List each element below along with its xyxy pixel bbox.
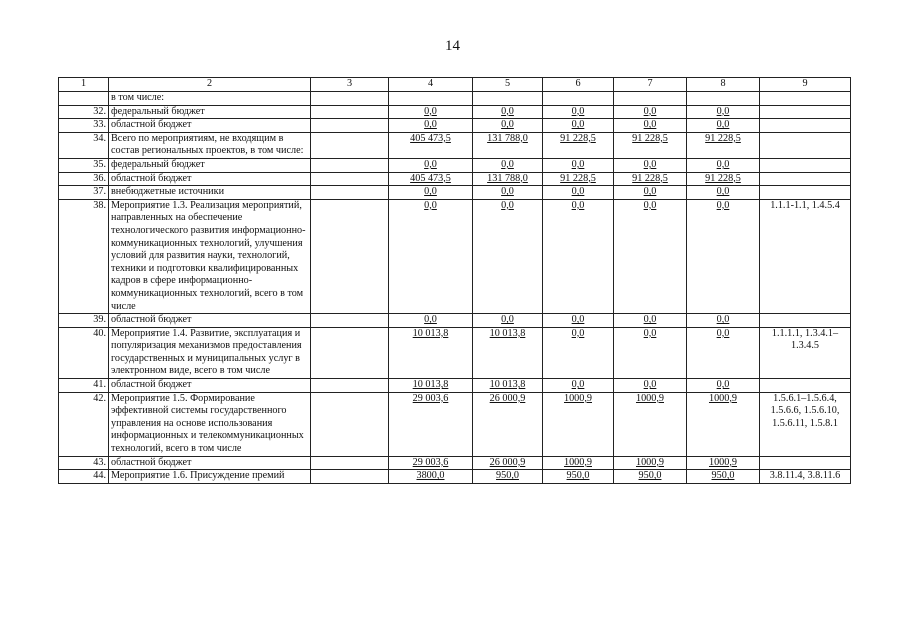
- cell-col-7: [614, 314, 687, 328]
- table-row: [59, 470, 851, 484]
- amount-value: 0,0: [424, 158, 437, 170]
- row-number: [59, 92, 109, 106]
- amount-value: 10 013,8: [412, 327, 449, 339]
- cell-col-6: [543, 172, 614, 186]
- cell-col-6: [543, 314, 614, 328]
- table-row: [59, 314, 851, 328]
- column-header: 9: [760, 78, 851, 92]
- indicator-codes: [760, 392, 851, 456]
- amount-value: 0,0: [716, 199, 730, 211]
- budget-table: [58, 77, 851, 484]
- cell-col-3: [311, 379, 389, 393]
- amount-value: 0,0: [643, 119, 657, 131]
- table-row: [59, 119, 851, 133]
- cell-col-7: [614, 379, 687, 393]
- amount-value: 0,0: [716, 327, 730, 339]
- amount-value: 0,0: [716, 314, 730, 326]
- amount-value: 0,0: [643, 199, 657, 211]
- cell-col-3: [311, 199, 389, 313]
- cell-col-4: [389, 456, 473, 470]
- row-number: 42.: [59, 392, 109, 456]
- cell-col-7: [614, 199, 687, 313]
- cell-col-8: [687, 92, 760, 106]
- row-name: федеральный бюджет: [109, 158, 311, 172]
- cell-col-4: [389, 158, 473, 172]
- amount-value: 0,0: [716, 186, 730, 198]
- amount-value: 0,0: [716, 158, 730, 170]
- row-number: 39.: [59, 314, 109, 328]
- cell-col-5: [473, 119, 543, 133]
- amount-value: 0,0: [424, 119, 437, 131]
- cell-col-3: [311, 158, 389, 172]
- cell-col-6: [543, 186, 614, 200]
- indicator-codes: [760, 119, 851, 133]
- row-number: 38.: [59, 199, 109, 313]
- amount-value: 1000,9: [563, 392, 592, 404]
- cell-col-3: [311, 186, 389, 200]
- cell-col-8: [687, 392, 760, 456]
- cell-col-8: [687, 470, 760, 484]
- cell-col-4: [389, 132, 473, 158]
- amount-value: 0,0: [643, 327, 657, 339]
- amount-value: 1000,9: [635, 456, 664, 468]
- row-name: внебюджетные источники: [109, 186, 311, 200]
- table-row: [59, 327, 851, 378]
- cell-col-8: [687, 199, 760, 313]
- cell-col-7: [614, 92, 687, 106]
- row-name: Мероприятие 1.4. Развитие, эксплуатация и популяризация механизмов предоставления государственных и муниципальных услуг в электронном виде, всего в том числе: [109, 327, 311, 378]
- table-row: [59, 172, 851, 186]
- row-number: 35.: [59, 158, 109, 172]
- cell-col-4: [389, 470, 473, 484]
- cell-col-3: [311, 92, 389, 106]
- cell-col-4: [389, 119, 473, 133]
- cell-col-8: [687, 314, 760, 328]
- cell-col-6: [543, 327, 614, 378]
- cell-col-7: [614, 158, 687, 172]
- row-name: областной бюджет: [109, 379, 311, 393]
- amount-value: 29 003,6: [412, 392, 449, 404]
- cell-col-6: [543, 456, 614, 470]
- cell-col-5: [473, 456, 543, 470]
- cell-col-5: [473, 314, 543, 328]
- row-name: Всего по мероприятиям, не входящим в состав региональных проектов, в том числе:: [109, 132, 311, 158]
- amount-value: 0,0: [501, 158, 514, 170]
- cell-col-8: [687, 132, 760, 158]
- cell-col-8: [687, 327, 760, 378]
- amount-value: 29 003,6: [412, 456, 449, 468]
- cell-col-6: [543, 199, 614, 313]
- column-header: 1: [59, 78, 109, 92]
- amount-value: 1000,9: [708, 392, 737, 404]
- amount-value: 0,0: [501, 105, 514, 117]
- cell-col-8: [687, 379, 760, 393]
- cell-col-4: [389, 392, 473, 456]
- amount-value: 0,0: [424, 199, 437, 211]
- amount-value: 0,0: [501, 314, 514, 326]
- amount-value: 131 788,0: [487, 132, 528, 144]
- indicator-codes: [760, 92, 851, 106]
- row-number: 40.: [59, 327, 109, 378]
- cell-col-5: [473, 186, 543, 200]
- amount-value: 405 473,5: [410, 172, 451, 184]
- indicator-codes-text: 3.8.11.4, 3.8.11.6: [769, 470, 841, 482]
- row-number: 43.: [59, 456, 109, 470]
- row-name: Мероприятие 1.3. Реализация мероприятий, направленных на обеспечение технологического развития информационно-коммуникационных технологий, улучшения условий для развития науки, технологий, техники и подготовки квалифицированных кадров в сфере информационно-коммуникационных технологий, всего в том числе: [109, 199, 311, 313]
- table-row: [59, 186, 851, 200]
- amount-value: 0,0: [571, 327, 585, 339]
- indicator-codes: [760, 105, 851, 119]
- amount-value: 0,0: [643, 314, 657, 326]
- cell-col-6: [543, 158, 614, 172]
- amount-value: 0,0: [571, 199, 585, 211]
- table-row: [59, 92, 851, 106]
- page-number: 14: [445, 38, 460, 54]
- amount-value: 1000,9: [708, 456, 737, 468]
- cell-col-6: [543, 132, 614, 158]
- row-name: областной бюджет: [109, 172, 311, 186]
- indicator-codes-text: 1.1.1-1.1, 1.4.5.4: [770, 199, 840, 211]
- column-header: 7: [614, 78, 687, 92]
- amount-value: 0,0: [571, 105, 585, 117]
- cell-col-7: [614, 105, 687, 119]
- amount-value: 26 000,9: [489, 456, 526, 468]
- cell-col-5: [473, 379, 543, 393]
- cell-col-7: [614, 186, 687, 200]
- table-row: [59, 132, 851, 158]
- table-row: [59, 158, 851, 172]
- cell-col-8: [687, 119, 760, 133]
- cell-col-4: [389, 186, 473, 200]
- cell-col-3: [311, 314, 389, 328]
- amount-value: 91 228,5: [632, 132, 668, 144]
- table-header-row: [59, 78, 851, 92]
- amount-value: 950,0: [566, 470, 590, 482]
- indicator-codes: [760, 186, 851, 200]
- indicator-codes-text: 1.5.6.1–1.5.6.4, 1.5.6.6, 1.5.6.10, 1.5.6.11, 1.5.8.1: [770, 392, 840, 429]
- cell-col-3: [311, 172, 389, 186]
- cell-col-7: [614, 172, 687, 186]
- cell-col-5: [473, 392, 543, 456]
- cell-col-7: [614, 392, 687, 456]
- cell-col-4: [389, 314, 473, 328]
- amount-value: 1000,9: [635, 392, 664, 404]
- amount-value: 0,0: [571, 314, 585, 326]
- table-row: [59, 379, 851, 393]
- cell-col-3: [311, 456, 389, 470]
- amount-value: 26 000,9: [489, 392, 526, 404]
- cell-col-8: [687, 105, 760, 119]
- cell-col-5: [473, 105, 543, 119]
- amount-value: 950,0: [496, 470, 519, 482]
- amount-value: 3800,0: [416, 470, 445, 482]
- cell-col-3: [311, 119, 389, 133]
- amount-value: 1000,9: [563, 456, 592, 468]
- amount-value: 0,0: [424, 314, 437, 326]
- amount-value: 0,0: [716, 105, 730, 117]
- row-number: 36.: [59, 172, 109, 186]
- indicator-codes: [760, 314, 851, 328]
- row-name: областной бюджет: [109, 456, 311, 470]
- amount-value: 91 228,5: [560, 172, 596, 184]
- amount-value: 950,0: [638, 470, 662, 482]
- amount-value: 91 228,5: [632, 172, 668, 184]
- cell-col-8: [687, 172, 760, 186]
- table-row: [59, 392, 851, 456]
- indicator-codes: [760, 199, 851, 313]
- amount-value: 0,0: [501, 186, 514, 198]
- indicator-codes: [760, 470, 851, 484]
- cell-col-5: [473, 92, 543, 106]
- amount-value: 131 788,0: [487, 172, 528, 184]
- cell-col-7: [614, 119, 687, 133]
- cell-col-5: [473, 158, 543, 172]
- row-name: в том числе:: [109, 92, 311, 106]
- cell-col-7: [614, 327, 687, 378]
- column-header: 6: [543, 78, 614, 92]
- column-header: 3: [311, 78, 389, 92]
- cell-col-4: [389, 172, 473, 186]
- cell-col-6: [543, 92, 614, 106]
- column-header: 5: [473, 78, 543, 92]
- cell-col-4: [389, 199, 473, 313]
- indicator-codes: [760, 327, 851, 378]
- amount-value: 0,0: [643, 379, 657, 391]
- amount-value: 10 013,8: [412, 379, 449, 391]
- row-number: 32.: [59, 105, 109, 119]
- indicator-codes: [760, 158, 851, 172]
- column-header: 2: [109, 78, 311, 92]
- indicator-codes: [760, 172, 851, 186]
- amount-value: 0,0: [643, 105, 657, 117]
- row-name: областной бюджет: [109, 119, 311, 133]
- row-name: Мероприятие 1.6. Присуждение премий: [109, 470, 311, 484]
- amount-value: 0,0: [716, 379, 730, 391]
- amount-value: 0,0: [571, 186, 585, 198]
- cell-col-6: [543, 392, 614, 456]
- cell-col-5: [473, 327, 543, 378]
- cell-col-8: [687, 158, 760, 172]
- cell-col-6: [543, 119, 614, 133]
- cell-col-5: [473, 199, 543, 313]
- cell-col-8: [687, 186, 760, 200]
- amount-value: 0,0: [571, 379, 585, 391]
- table-row: [59, 105, 851, 119]
- amount-value: 0,0: [643, 158, 657, 170]
- cell-col-3: [311, 105, 389, 119]
- column-header: 4: [389, 78, 473, 92]
- amount-value: 0,0: [571, 119, 585, 131]
- cell-col-8: [687, 456, 760, 470]
- amount-value: 91 228,5: [705, 172, 741, 184]
- cell-col-5: [473, 132, 543, 158]
- amount-value: 0,0: [643, 186, 657, 198]
- column-header: 8: [687, 78, 760, 92]
- table-row: [59, 456, 851, 470]
- cell-col-6: [543, 379, 614, 393]
- amount-value: 10 013,8: [489, 379, 526, 391]
- row-number: 34.: [59, 132, 109, 158]
- cell-col-3: [311, 132, 389, 158]
- indicator-codes: [760, 132, 851, 158]
- row-name: областной бюджет: [109, 314, 311, 328]
- cell-col-5: [473, 172, 543, 186]
- table-row: [59, 199, 851, 313]
- indicator-codes: [760, 456, 851, 470]
- cell-col-4: [389, 327, 473, 378]
- amount-value: 950,0: [711, 470, 735, 482]
- row-name: Мероприятие 1.5. Формирование эффективной системы государственного управления на основе использования информационных и телекоммуникационных технологий, всего в том числе: [109, 392, 311, 456]
- cell-col-3: [311, 327, 389, 378]
- row-number: 44.: [59, 470, 109, 484]
- cell-col-6: [543, 105, 614, 119]
- table-body: [59, 92, 851, 484]
- amount-value: 91 228,5: [560, 132, 596, 144]
- amount-value: 0,0: [716, 119, 730, 131]
- cell-col-4: [389, 105, 473, 119]
- cell-col-7: [614, 132, 687, 158]
- amount-value: 91 228,5: [705, 132, 741, 144]
- row-number: 33.: [59, 119, 109, 133]
- row-number: 41.: [59, 379, 109, 393]
- cell-col-7: [614, 456, 687, 470]
- cell-col-4: [389, 379, 473, 393]
- amount-value: 10 013,8: [489, 327, 526, 339]
- cell-col-7: [614, 470, 687, 484]
- row-name: федеральный бюджет: [109, 105, 311, 119]
- cell-col-3: [311, 392, 389, 456]
- amount-value: 0,0: [501, 119, 514, 131]
- indicator-codes-text: 1.1.1.1, 1.3.4.1–1.3.4.5: [771, 327, 839, 352]
- amount-value: 0,0: [571, 158, 585, 170]
- amount-value: 405 473,5: [410, 132, 451, 144]
- cell-col-6: [543, 470, 614, 484]
- amount-value: 0,0: [501, 199, 514, 211]
- cell-col-5: [473, 470, 543, 484]
- cell-col-4: [389, 92, 473, 106]
- amount-value: 0,0: [424, 186, 437, 198]
- cell-col-3: [311, 470, 389, 484]
- indicator-codes: [760, 379, 851, 393]
- row-number: 37.: [59, 186, 109, 200]
- amount-value: 0,0: [424, 105, 437, 117]
